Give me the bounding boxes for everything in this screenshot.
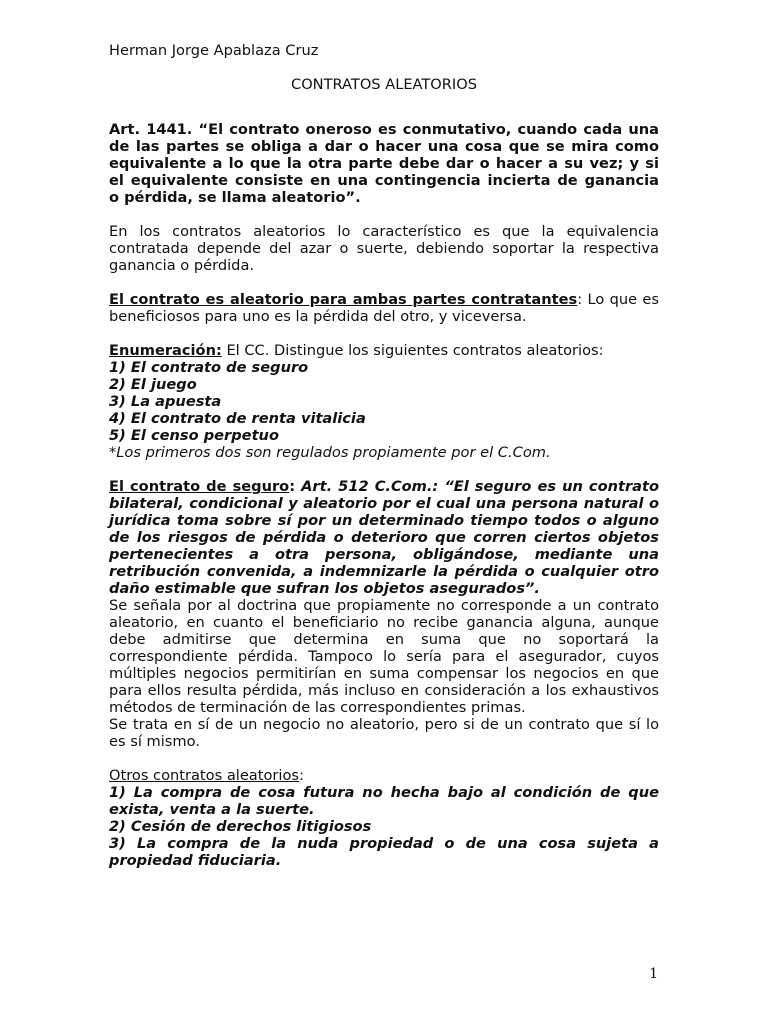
page-number: 1 bbox=[649, 966, 658, 982]
others-item-cesion-derechos: 2) Cesión de derechos litigiosos bbox=[109, 818, 372, 835]
article-1441-label: Art. 1441. bbox=[109, 121, 193, 138]
others-heading-colon: : bbox=[298, 767, 304, 784]
insurance-heading-colon: : bbox=[289, 478, 296, 495]
insurance-commentary-1: Se señala por al doctrina que propiamente no corresponde a un contrato aleatorio, en cuanto el beneficiario no recibe ganancia alguna, aunque debe admitirse que determina en suma que no soportará la correspondiente pérdida. Tampoco lo sería para el asegurador, cuyos múltiples negocios permitirían en suma compensar los negocios en que para ellos resulta pérdida, más incluso en consideración a los exhaustivos métodos de terminación de las correspondientes primas. bbox=[109, 597, 659, 716]
document-title: CONTRATOS ALEATORIOS bbox=[291, 76, 477, 93]
others-heading-line bbox=[109, 767, 659, 784]
others-item-cosa-futura: 1) La compra de cosa futura no hecha bajo al condición de que exista, venta a la suerte. bbox=[109, 784, 659, 818]
intro-paragraph: En los contratos aleatorios lo característico es que la equivalencia contratada depende del azar o suerte, debiendo soportar la respectiva ganancia o pérdida. bbox=[109, 223, 659, 274]
article-1441-paragraph bbox=[109, 121, 659, 206]
enumeration-item-renta-vitalicia: 4) El contrato de renta vitalicia bbox=[109, 410, 366, 427]
enumeration-item-apuesta: 3) La apuesta bbox=[109, 393, 222, 410]
insurance-article-label: Art. 512 C.Com.: bbox=[295, 478, 439, 495]
enumeration-heading: Enumeración: bbox=[109, 342, 222, 359]
both-parties-heading: El contrato es aleatorio para ambas partes contratantes bbox=[109, 291, 578, 308]
enumeration-item-juego: 2) El juego bbox=[109, 376, 197, 393]
paragraph-gap bbox=[109, 461, 659, 478]
insurance-article-text: “El seguro es un contrato bilateral, condicional y aleatorio por el cual una persona natural o jurídica toma sobre sí por un determinado tiempo todos o alguno de los riesgos de pérdida o deterioro que corren ciertos objetos pertenecientes a otra persona, obligándose, mediante una retribución convenida, a indemnizarle la pérdida o cualquier otro daño estimable que sufran los objetos asegurados”. bbox=[109, 478, 660, 597]
enumeration-intro-text: El CC. Distingue los siguientes contratos aleatorios: bbox=[221, 342, 604, 359]
insurance-commentary-2: Se trata en sí de un negocio no aleatorio, pero si de un contrato que sí lo es sí mismo. bbox=[109, 716, 659, 750]
enumeration-intro bbox=[109, 342, 659, 359]
article-1441-text: “El contrato oneroso es conmutativo, cuando cada una de las partes se obliga a dar o hacer una cosa que se mira como equivalente a lo que la otra parte debe dar o hacer a su vez; y si el equivalente consiste en una contingencia incierta de ganancia o pérdida, se llama aleatorio”. bbox=[109, 121, 659, 206]
others-heading: Otros contratos aleatorios bbox=[109, 767, 299, 784]
enumeration-note: *Los primeros dos son regulados propiamente por el C.Com. bbox=[109, 444, 551, 461]
others-item-nuda-propiedad: 3) La compra de la nuda propiedad o de una cosa sujeta a propiedad fiduciaria. bbox=[109, 835, 659, 869]
paragraph-gap bbox=[109, 750, 659, 767]
insurance-heading: El contrato de seguro bbox=[109, 478, 290, 495]
paragraph-gap bbox=[109, 206, 659, 223]
paragraph-gap bbox=[109, 325, 659, 342]
paragraph-gap bbox=[109, 274, 659, 291]
both-parties-text: : Lo que es beneficiosos para uno es la pérdida del otro, y viceversa. bbox=[109, 291, 659, 325]
enumeration-item-censo-perpetuo: 5) El censo perpetuo bbox=[109, 427, 279, 444]
enumeration-item-seguro: 1) El contrato de seguro bbox=[109, 359, 309, 376]
both-parties-paragraph bbox=[109, 291, 659, 325]
insurance-article-paragraph bbox=[109, 478, 659, 597]
author-name: Herman Jorge Apablaza Cruz bbox=[109, 42, 319, 59]
